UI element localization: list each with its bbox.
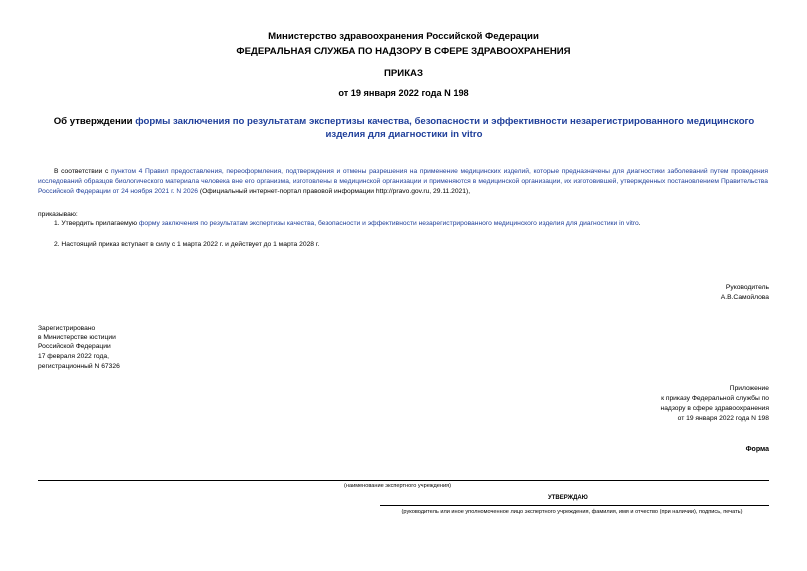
order-item-1	[54, 220, 641, 227]
form-label: Форма	[745, 446, 769, 453]
registration-line-1: Зарегистрировано	[38, 325, 96, 332]
item1-text-2: .	[638, 220, 641, 227]
preamble-text-1: В соответствии с	[54, 168, 112, 175]
title-prefix: Об утверждении	[53, 116, 136, 127]
annex-line-2: к приказу Федеральной службы по	[661, 395, 769, 402]
registration-date: 17 февраля 2022 года,	[38, 353, 109, 360]
title-form-link[interactable]: формы заключения по результатам экспертизы качества, безопасности и эффективности незарегистрированного медицинского изделия для диагностики in vitro	[135, 116, 755, 140]
approve-label: УТВЕРЖДАЮ	[548, 495, 588, 501]
preamble-rules-link[interactable]: пунктом 4 Правил предоставления, переоформления, подтверждения и отмены разрешения на применение медицинских изделий, которые предназначены для диагностики заболеваний путем проведения исследований образцов биологического материала человека вне его организма, изготовлены в медицинской организации и применяются в медицинской организации, их изготовившей, утвержденных постановлением Правительства Российской Федерации от 24 ноября 2021 г. N 2026	[38, 168, 768, 196]
signer-line	[380, 505, 769, 506]
document-type: ПРИКАЗ	[384, 68, 423, 79]
annex-line-3: надзору в сфере здравоохранения	[660, 405, 769, 412]
order-item-2: 2. Настоящий приказ вступает в силу с 1 марта 2022 г. и действует до 1 марта 2028 г.	[54, 241, 320, 248]
item1-form-link[interactable]: форму заключения по результатам экспертизы качества, безопасности и эффективности незарегистрированного медицинского изделия для диагностики in vitro	[138, 220, 639, 227]
preamble-text-2: (Официальный интернет-портал правовой информации http://pravo.gov.ru, 29.11.2021),	[198, 188, 471, 196]
institution-caption: (наименование экспертного учреждения)	[344, 483, 451, 489]
annex-line-4: от 19 января 2022 года N 198	[677, 415, 769, 422]
signer-name: А.В.Самойлова	[720, 294, 769, 301]
item1-text-1: 1. Утвердить прилагаемую	[54, 220, 139, 227]
order-date-number: от 19 января 2022 года N 198	[338, 88, 469, 98]
signer-caption: (руководитель или иное уполномоченное лицо экспертного учреждения, фамилия, имя и отчество (при наличии), подпись, печать)	[401, 509, 743, 515]
registration-line-2: в Министерстве юстиции	[38, 334, 116, 341]
signer-position: Руководитель	[725, 284, 769, 291]
annex-line-1: Приложение	[729, 385, 769, 392]
ministry-heading: Министерство здравоохранения Российской Федерации	[268, 31, 539, 42]
service-heading: ФЕДЕРАЛЬНАЯ СЛУЖБА ПО НАДЗОРУ В СФЕРЕ ЗДРАВООХРАНЕНИЯ	[236, 46, 571, 57]
document-title	[40, 116, 768, 141]
institution-name-line	[38, 480, 769, 481]
registration-number: регистрационный N 67326	[38, 363, 120, 370]
registration-line-3: Российской Федерации	[38, 343, 111, 350]
order-word: приказываю:	[38, 211, 78, 218]
preamble-paragraph	[38, 167, 768, 198]
